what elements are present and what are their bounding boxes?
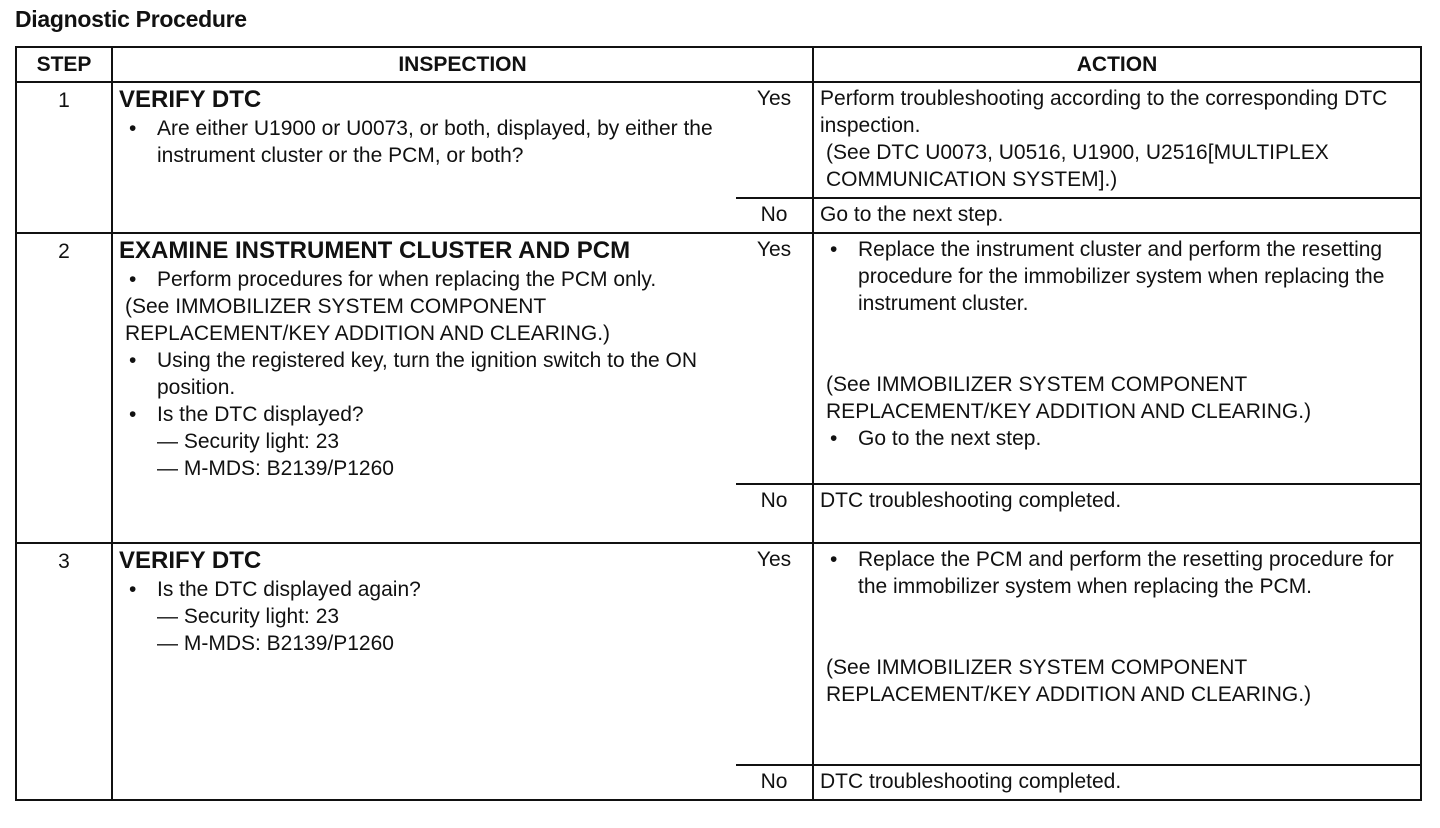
action-reference: (See DTC U0073, U0516, U1900, U2516[MULTIPLEX COMMUNICATION SYSTEM].) — [826, 141, 1329, 191]
inspection-cell — [112, 543, 736, 800]
header-row — [16, 47, 1421, 82]
inspection-subitem: — Security light: 23 — [157, 605, 340, 628]
inspection-title: VERIFY DTC — [119, 86, 262, 113]
inspection-cell — [112, 82, 736, 233]
yes-action — [813, 543, 1421, 765]
table-row — [16, 543, 1421, 765]
action-item: • Replace the PCM and perform the resetting procedure for the immobilizer system when replacing the PCM. — [820, 546, 1414, 600]
yes-action — [813, 233, 1421, 484]
inspection-reference: (See IMMOBILIZER SYSTEM COMPONENT REPLACEMENT/KEY ADDITION AND CLEARING.) — [125, 295, 611, 345]
step-number: 1 — [16, 82, 112, 233]
inspection-cell — [112, 233, 736, 543]
inspection-item: • Is the DTC displayed again? — [119, 576, 732, 603]
action-reference: (See IMMOBILIZER SYSTEM COMPONENT REPLACEMENT/KEY ADDITION AND CLEARING.) — [826, 656, 1312, 706]
yes-action — [813, 82, 1421, 198]
inspection-subitem: — M-MDS: B2139/P1260 — [157, 632, 394, 655]
document-title: Diagnostic Procedure — [15, 6, 247, 32]
inspection-item: • Using the registered key, turn the ignition switch to the ON position. — [119, 347, 732, 401]
yes-label: Yes — [736, 233, 813, 484]
no-action: DTC troubleshooting completed. — [813, 765, 1421, 800]
step-number: 2 — [16, 233, 112, 543]
no-action: Go to the next step. — [813, 198, 1421, 233]
yes-label: Yes — [736, 543, 813, 765]
action-item: • Go to the next step. — [820, 425, 1414, 452]
inspection-title: VERIFY DTC — [119, 547, 262, 574]
no-label: No — [736, 484, 813, 543]
inspection-header: INSPECTION — [112, 47, 813, 82]
inspection-item: • Are either U1900 or U0073, or both, displayed, by either the instrument cluster or the PCM, or both? — [119, 115, 732, 169]
table-row — [16, 82, 1421, 198]
no-action: DTC troubleshooting completed. — [813, 484, 1421, 543]
action-reference: (See IMMOBILIZER SYSTEM COMPONENT REPLACEMENT/KEY ADDITION AND CLEARING.) — [826, 373, 1312, 423]
inspection-title: EXAMINE INSTRUMENT CLUSTER AND PCM — [119, 237, 631, 264]
table-row — [16, 233, 1421, 484]
action-header: ACTION — [813, 47, 1421, 82]
no-label: No — [736, 198, 813, 233]
action-text: Perform troubleshooting according to the corresponding DTC inspection. — [820, 87, 1388, 137]
inspection-subitem: — M-MDS: B2139/P1260 — [157, 457, 394, 480]
no-label: No — [736, 765, 813, 800]
inspection-subitem: — Security light: 23 — [157, 430, 340, 453]
diagnostic-procedure-table — [15, 46, 1422, 801]
step-header: STEP — [16, 47, 112, 82]
action-item: • Replace the instrument cluster and perform the resetting procedure for the immobilizer system when replacing the instrument cluster. — [820, 236, 1414, 317]
step-number: 3 — [16, 543, 112, 800]
inspection-item: • Perform procedures for when replacing the PCM only. — [119, 266, 732, 293]
inspection-item: • Is the DTC displayed? — [119, 401, 732, 428]
yes-label: Yes — [736, 82, 813, 198]
